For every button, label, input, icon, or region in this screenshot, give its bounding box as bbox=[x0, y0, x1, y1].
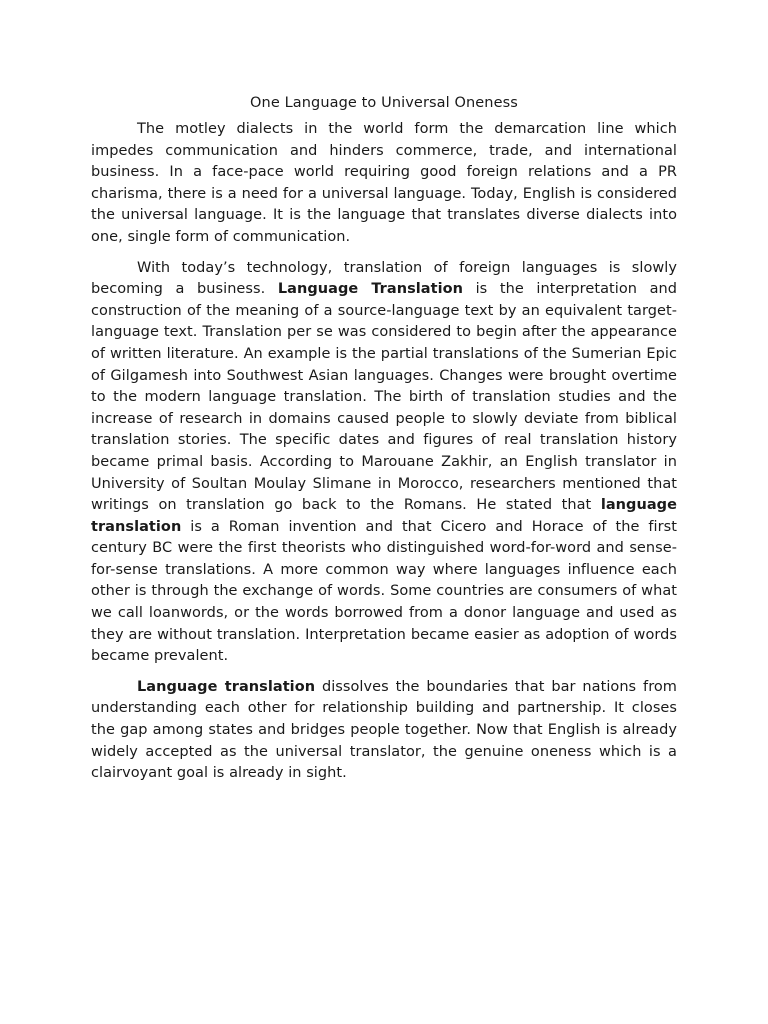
bold-term-language-translation: Language Translation bbox=[277, 281, 464, 298]
paragraph-2-text-c: is a Roman invention and that Cicero and Horace of the first century BC were the first theorists who distinguished word-for-word and sense-for-sense translations. A more common way where languages influence each other is through the exchange of words. Some countries are consumers of what we call loanwords, or the words borrowed from a donor language and used as they are without translation. Interpretation became easier as adoption of words became prevalent. bbox=[91, 518, 677, 665]
paragraph-3 bbox=[91, 677, 677, 785]
paragraph-1-text: The motley dialects in the world form the demarcation line which impedes communication and hinders commerce, trade, and international business. In a face-pace world requiring good foreign relations and a PR charisma, there is a need for a universal language. Today, English is considered the universal language. It is the language that translates diverse dialects into one, single form of communication. bbox=[91, 121, 677, 245]
paragraph-3-text: dissolves the boundaries that bar nations from understanding each other for relationship building and partnership. It closes the gap among states and bridges people together. Now that English is already widely accepted as the universal translator, the genuine oneness which is a clairvoyant goal is already in sight. bbox=[91, 678, 677, 782]
paragraph-1 bbox=[91, 119, 677, 249]
paragraph-2 bbox=[91, 258, 677, 668]
document-page bbox=[91, 93, 677, 794]
paragraph-2-text-a: With today’s technology, translation of foreign languages is slowly becoming a business. bbox=[91, 259, 677, 298]
bold-term-language-translation-3: Language translation bbox=[137, 678, 316, 695]
bold-term-language-translation-2: language translation bbox=[91, 497, 677, 535]
paragraph-2-text-b: is the interpretation and construction of the meaning of a source-language text by an equivalent target-language text. Translation per se was considered to begin after the appearance of written literature. An example is the partial translations of the Sumerian Epic of Gilgamesh into Southwest Asian languages. Changes were brought overtime to the modern language translation. The birth of translation studies and the increase of research in domains caused people to slowly deviate from biblical translation stories. The specific dates and figures of real translation history became primal basis. According to Marouane Zakhir, an English translator in University of Soultan Moulay Slimane in Morocco, researchers mentioned that writings on translation go back to the Romans. He stated that bbox=[91, 281, 677, 514]
document-title: One Language to Universal Oneness bbox=[250, 95, 518, 111]
